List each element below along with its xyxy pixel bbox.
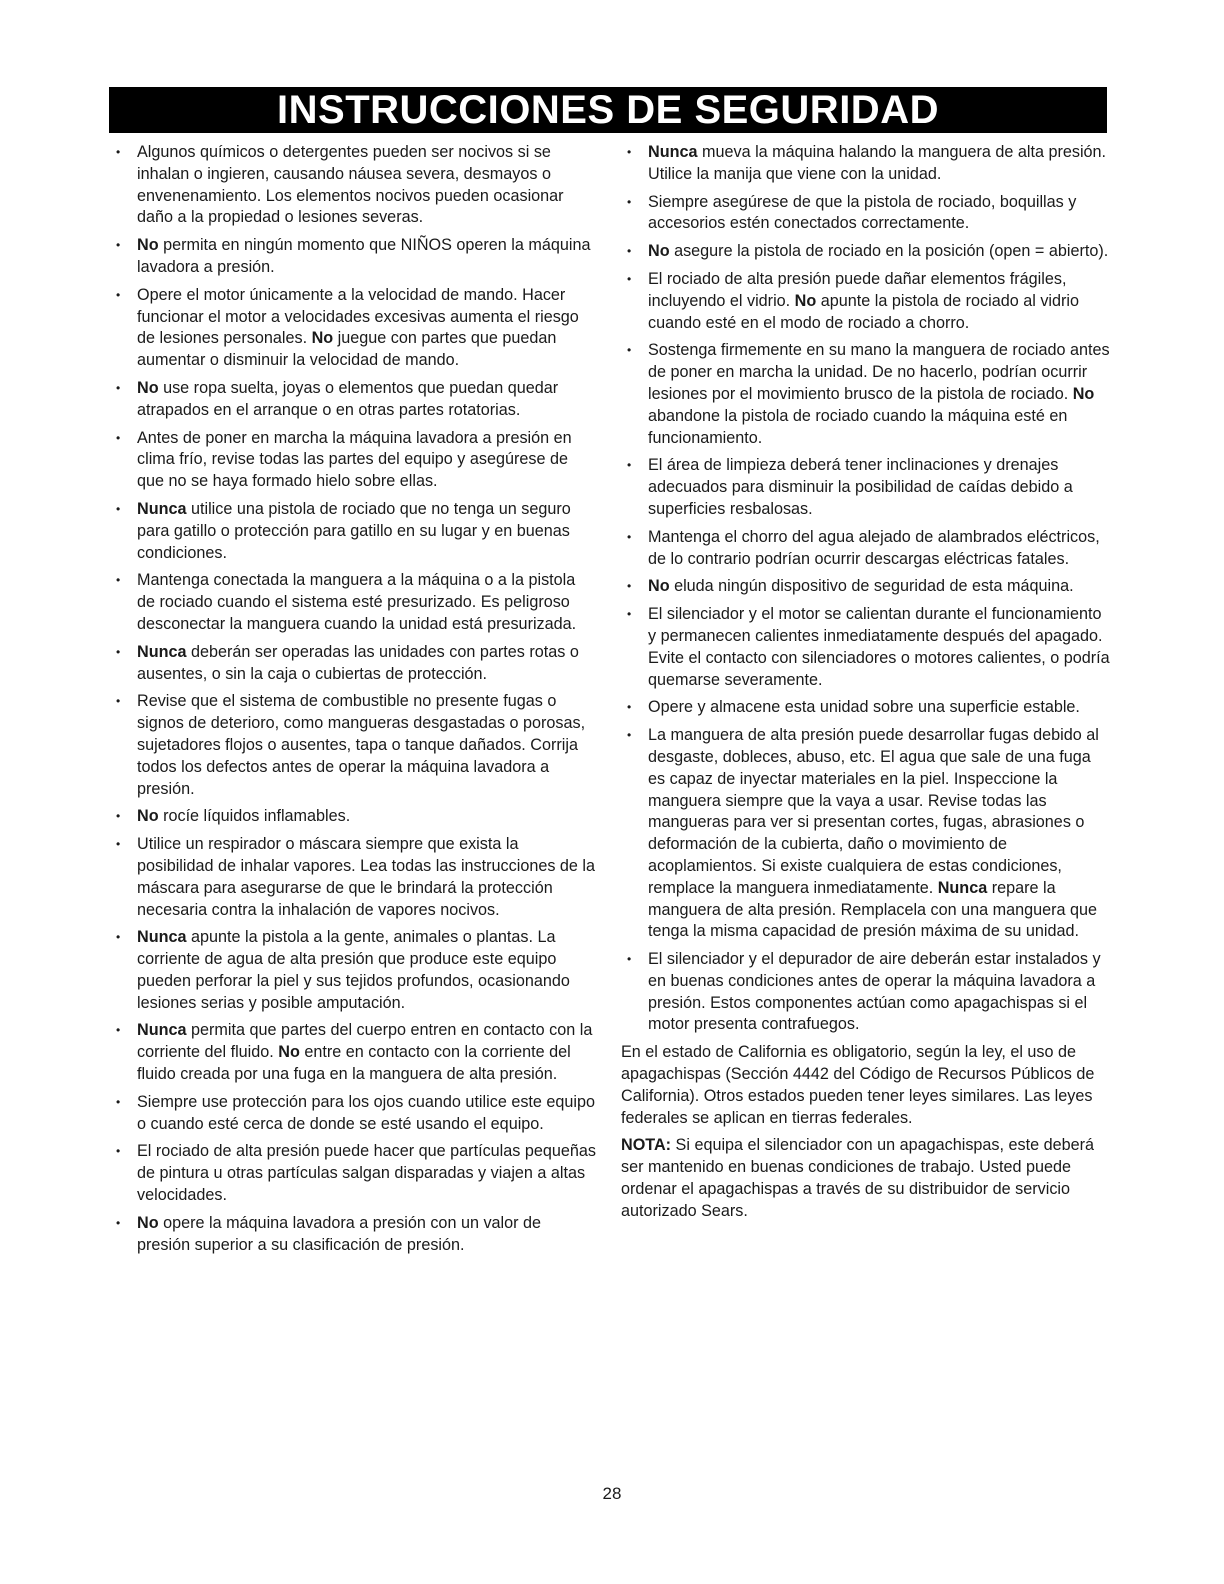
list-item [615,697,1111,719]
list-item [104,927,596,1014]
item-text: El silenciador y el motor se calientan durante el funcionamiento y permanecen calientes inmediatamente después del apagado. Evite el contacto con silenciadores o motores calientes, o podría quemarse severamente. [648,605,1110,689]
item-text: apunte la pistola a la gente, animales o plantas. La corriente de agua de alta presión que produce este equipo pueden perforar la piel y sus tejidos profundos, ocasionando lesiones serias y posible amputación. [137,928,570,1012]
item-text: Opere el motor únicamente a la velocidad de mando. Hacer funcionar el motor a velocidades excesivas aumenta el riesgo de lesiones personales. [137,285,579,348]
bullet-dot: • [116,694,121,709]
bullet-dot: • [627,458,632,473]
item-text: Mantenga conectada la manguera a la máquina o a la pistola de rociado cuando el sistema esté presurizado. Es peligroso desconectar la manguera cuando la unidad está presurizada. [137,571,577,633]
bullet-dot: • [116,809,121,824]
bullet-dot: • [116,1094,121,1109]
bullet-dot: • [116,380,121,395]
list-item [615,241,1111,263]
item-text: opere la máquina lavadora a presión con un valor de presión superior a su clasificación de presión. [137,1213,542,1254]
item-text: asegure la pistola de rociado en la posición (open = abierto). [669,242,1109,261]
item-text: Antes de poner en marcha la máquina lavadora a presión en clima frío, revise todas las partes del equipo y asegúrese de que no se haya formado hielo sobre ellas. [137,428,572,491]
bullet-dot: • [627,194,632,209]
item-text: juegue con partes que puedan aumentar o disminuir la velocidad de mando. [137,329,557,370]
bullet-dot: • [116,573,121,588]
bullet-dot: • [627,244,632,259]
right-bullet-list [615,142,1111,1036]
item-text: Siempre use protección para los ojos cuando utilice este equipo o cuando esté cerca de donde se esté usando el equipo. [137,1092,596,1133]
emphasis-word: No [137,378,159,397]
bullet-dot: • [116,287,121,302]
list-item [615,604,1111,691]
item-text: abandone la pistola de rociado cuando la máquina esté en funcionamiento. [648,406,1068,447]
item-text: El silenciador y el depurador de aire deberán estar instalados y en buenas condiciones antes de operar la máquina lavadora a presión. Estos componentes actúan como apagachispas si el motor presenta contrafuegos. [648,950,1101,1034]
list-item [104,1092,596,1136]
list-item [615,269,1111,334]
list-item [104,570,596,635]
list-item [104,834,596,921]
list-item [104,691,596,800]
left-column [104,142,596,1262]
list-item [104,142,596,229]
note-text: Si equipa el silenciador con un apagachispas, este deberá ser mantenido en buenas condiciones de trabajo. Usted puede ordenar el apagachispas a través de su distribuidor de servicio autorizado Sears. [621,1136,1095,1220]
list-item [104,806,596,828]
list-item [615,725,1111,943]
item-text: mueva la máquina halando la manguera de alta presión. Utilice la manija que viene con la unidad. [648,143,1107,183]
bullet-dot: • [116,644,121,659]
item-text: permita que partes del cuerpo entren en contacto con la corriente del fluido. [137,1021,593,1062]
emphasis-word: No [278,1043,300,1062]
bullet-dot: • [116,930,121,945]
emphasis-word: No [648,577,670,596]
bullet-dot: • [627,529,632,544]
emphasis-word: No [794,291,817,310]
bullet-dot: • [627,952,632,967]
bullet-dot: • [627,271,632,286]
list-item [615,455,1111,520]
list-item [615,576,1111,598]
bullet-dot: • [116,1023,121,1038]
emphasis-word: Nunca [937,878,988,897]
emphasis-word: Nunca [137,499,187,518]
emphasis-word: No [1072,384,1095,403]
item-text: Siempre asegúrese de que la pistola de rociado, boquillas y accesorios estén conectados correctamente. [648,192,1077,233]
item-text: Revise que el sistema de combustible no presente fugas o signos de deterioro, como mangueras desgastadas o porosas, sujetadores flojos o ausentes, tapa o tanque dañados. Corrija todos los defectos antes de operar la máquina lavadora a presión. [137,692,586,798]
item-text: utilice una pistola de rociado que no tenga un seguro para gatillo o protección para gatillo en su lugar y en buenas condiciones. [137,499,571,562]
item-text: Utilice un respirador o máscara siempre que exista la posibilidad de inhalar vapores. Lea todas las instrucciones de la máscara para asegurarse de que le brindará la protección necesaria contra la inhalación de vapores nocivos. [137,835,596,919]
bullet-dot: • [627,607,632,622]
item-text: El rociado de alta presión puede dañar elementos frágiles, incluyendo el vidrio. [648,269,1067,310]
item-text: apunte la pistola de rociado al vidrio cuando esté en el modo de rociado a chorro. [648,291,1080,332]
note-label: NOTA: [621,1136,672,1155]
bullet-dot: • [116,145,121,159]
emphasis-word: No [137,807,159,826]
item-text: El rociado de alta presión puede hacer que partículas pequeñas de pintura u otras partículas salgan disparadas y viajen a altas velocidades. [137,1142,596,1205]
left-bullet-list [104,142,596,1256]
list-item [615,949,1111,1036]
bullet-dot: • [627,145,632,159]
bullet-dot: • [116,1215,121,1230]
emphasis-word: No [311,329,334,348]
note-paragraph [621,1135,1111,1222]
right-column [615,142,1111,1229]
list-item [104,642,596,686]
item-text: Algunos químicos o detergentes pueden ser nocivos si se inhalan o ingieren, causando náusea severa, desmayos o envenenamiento. Los elementos nocivos pueden ocasionar daño a la propiedad o lesiones severas. [137,143,564,227]
bullet-dot: • [116,430,121,445]
list-item [104,378,596,422]
bullet-dot: • [627,343,632,358]
bullet-dot: • [627,728,632,743]
bullet-dot: • [116,837,121,852]
bullet-dot: • [116,238,121,253]
list-item [615,192,1111,236]
emphasis-word: No [648,242,670,261]
list-item [615,142,1111,186]
item-text: Mantenga el chorro del agua alejado de alambrados eléctricos, de lo contrario podrían ocurrir descargas eléctricas fatales. [648,527,1100,568]
bullet-dot: • [627,700,632,715]
list-item [104,499,596,564]
list-item [615,527,1111,571]
item-text: deberán ser operadas las unidades con partes rotas o ausentes, o sin la caja o cubiertas de protección. [137,642,579,683]
page-number: 28 [602,1484,622,1503]
item-text: eluda ningún dispositivo de seguridad de esta máquina. [669,577,1074,596]
emphasis-word: Nunca [137,1021,187,1040]
item-text: permita en ningún momento que NIÑOS operen la máquina lavadora a presión. [137,236,591,276]
item-text: rocíe líquidos inflamables. [158,807,351,826]
item-text: La manguera de alta presión puede desarrollar fugas debido al desgaste, dobleces, abuso, etc. El agua que sale de una fuga es capaz de inyectar materiales en la piel. Inspeccione la manguera siempre que la vaya a usar. Revise todas las mangueras para ver si presentan cortes, fugas, abrasiones o deformación de la cubierta, daño o movimiento de acoplamientos. Si existe cualquiera de estas condiciones, remplace la manguera inmediatamente. [648,726,1099,897]
item-text: use ropa suelta, joyas o elementos que puedan quedar atrapados en el arranque o en otras partes rotatorias. [137,378,559,419]
emphasis-word: No [137,1213,159,1232]
list-item [104,1141,596,1206]
list-item [104,285,596,372]
emphasis-word: Nunca [137,642,187,661]
list-item [615,340,1111,449]
bullet-dot: • [627,579,632,594]
list-item [104,235,596,279]
item-text: El área de limpieza deberá tener inclinaciones y drenajes adecuados para disminuir la posibilidad de caídas debido a superficies resbalosas. [648,456,1073,518]
item-text: Sostenga firmemente en su mano la manguera de rociado antes de poner en marcha la unidad. De no hacerlo, podrían ocurrir lesiones por el movimiento brusco de la pistola de rociado. [648,341,1110,403]
list-item [104,1020,596,1085]
bullet-dot: • [116,501,121,516]
bullet-dot: • [116,1144,121,1159]
item-text: repare la manguera de alta presión. Remplacela con una manguera que tenga la misma capacidad de presión máxima de su unidad. [648,878,1098,941]
list-item [104,1213,596,1257]
page-title: INSTRUCCIONES DE SEGURIDAD [109,87,1107,133]
california-paragraph: En el estado de California es obligatorio, según la ley, el uso de apagachispas (Sección 4442 del Código de Recursos Públicos de California). Otros estados pueden tener leyes similares. Las leyes federales se aplican en tierras federales. [621,1043,1095,1127]
item-text: entre en contacto con la corriente del fluido creada por una fuga en la manguera de alta presión. [137,1043,571,1084]
emphasis-word: Nunca [648,143,698,161]
list-item [104,428,596,493]
emphasis-word: Nunca [137,928,187,947]
emphasis-word: No [137,236,159,255]
item-text: Opere y almacene esta unidad sobre una superficie estable. [648,698,1080,717]
